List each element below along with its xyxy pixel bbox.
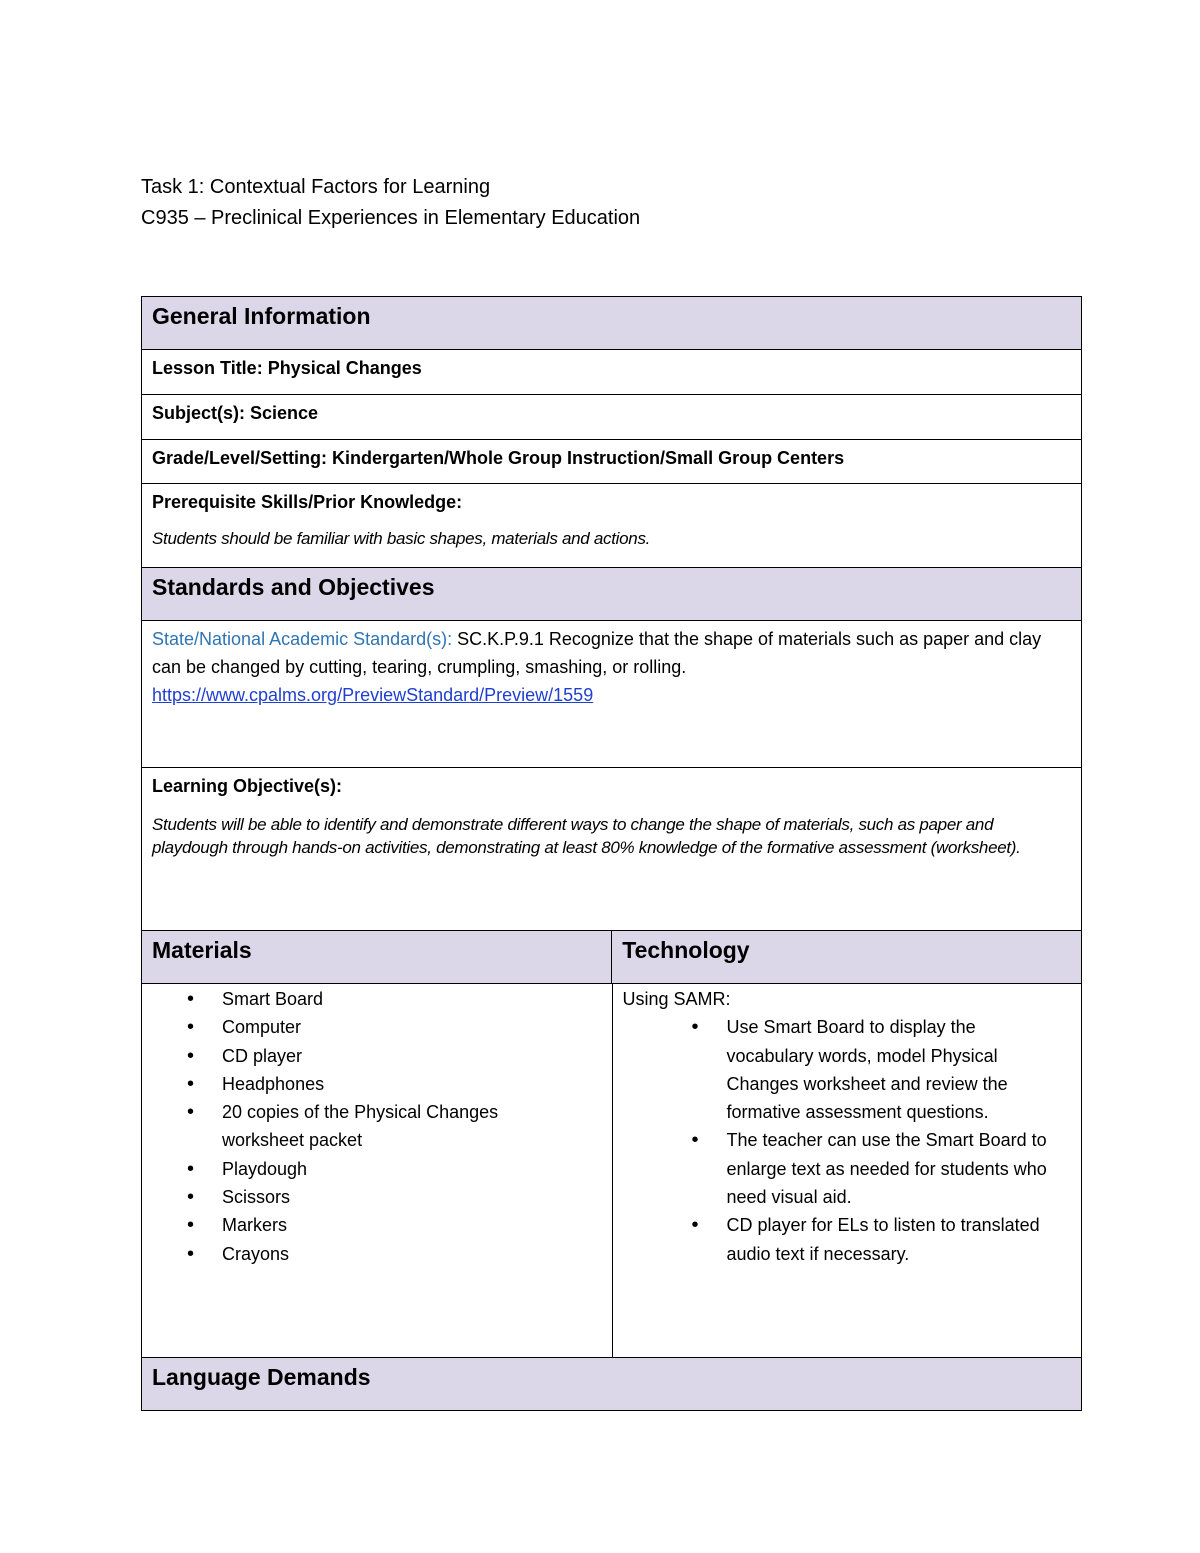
grade-row	[142, 440, 1082, 484]
list-item: • Use Smart Board to display the vocabulary words, model Physical Changes worksheet and review the formative assessment questions.	[727, 1013, 1067, 1126]
list-item: • Smart Board	[222, 985, 552, 1013]
list-item: • Crayons	[222, 1240, 552, 1268]
list-item: • Playdough	[222, 1155, 552, 1183]
course-title: C935 – Preclinical Experiences in Elementary Education	[141, 207, 641, 229]
objective-row	[142, 768, 1082, 931]
section-heading: General Information	[152, 303, 371, 329]
standard-text: SC.K.P.9.1 Recognize that the shape of materials such as paper and clay can be changed by cutting, tearing, crumpling, smashing, or rolling.	[152, 629, 1042, 677]
section-heading: Standards and Objectives	[152, 574, 435, 600]
objective-text: Students will be able to identify and demonstrate different ways to change the shape of materials, such as paper and playdough through hands-on activities, demonstrating at least 80% knowledge of the formative assessment (worksheet).	[152, 815, 1021, 857]
list-item: • The teacher can use the Smart Board to enlarge text as needed for students who need visual aid.	[727, 1126, 1067, 1211]
list-item: • CD player for ELs to listen to translated audio text if necessary.	[727, 1211, 1067, 1268]
section-general-information	[142, 297, 1082, 350]
list-item: • CD player	[222, 1042, 552, 1070]
technology-cell	[612, 984, 1082, 1357]
prerequisite-label: Prerequisite Skills/Prior Knowledge:	[152, 492, 463, 512]
materials-technology-header	[142, 931, 1082, 984]
materials-cell	[142, 984, 612, 1357]
lesson-plan-table	[141, 296, 1082, 1411]
subjects: Subject(s): Science	[152, 403, 319, 423]
section-language-demands	[142, 1358, 1082, 1411]
prerequisite-text: Students should be familiar with basic shapes, materials and actions.	[152, 529, 651, 548]
grade-level-setting: Grade/Level/Setting: Kindergarten/Whole Group Instruction/Small Group Centers	[152, 448, 845, 468]
standard-link[interactable]: https://www.cpalms.org/PreviewStandard/Preview/1559	[152, 685, 594, 705]
standard-row	[142, 621, 1082, 768]
document-header	[141, 172, 640, 234]
lesson-title: Lesson Title: Physical Changes	[152, 358, 422, 378]
section-heading: Language Demands	[152, 1364, 371, 1390]
lesson-title-row	[142, 350, 1082, 395]
standard-label: State/National Academic Standard(s):	[152, 629, 453, 649]
subjects-row	[142, 395, 1082, 440]
list-item: • 20 copies of the Physical Changes worksheet packet	[222, 1098, 552, 1155]
technology-intro: Using SAMR:	[622, 989, 731, 1009]
list-item: • Headphones	[222, 1070, 552, 1098]
materials-heading: Materials	[152, 937, 252, 963]
technology-heading: Technology	[611, 931, 1081, 983]
technology-list	[623, 1013, 1067, 1268]
list-item: • Computer	[222, 1013, 552, 1041]
materials-list	[152, 985, 552, 1268]
prerequisite-row	[142, 484, 1082, 568]
list-item: • Scissors	[222, 1183, 552, 1211]
materials-technology-row	[142, 984, 1082, 1358]
list-item: • Markers	[222, 1211, 552, 1239]
task-title: Task 1: Contextual Factors for Learning	[141, 176, 491, 198]
section-standards-objectives	[142, 568, 1082, 621]
objective-label: Learning Objective(s):	[152, 776, 343, 796]
